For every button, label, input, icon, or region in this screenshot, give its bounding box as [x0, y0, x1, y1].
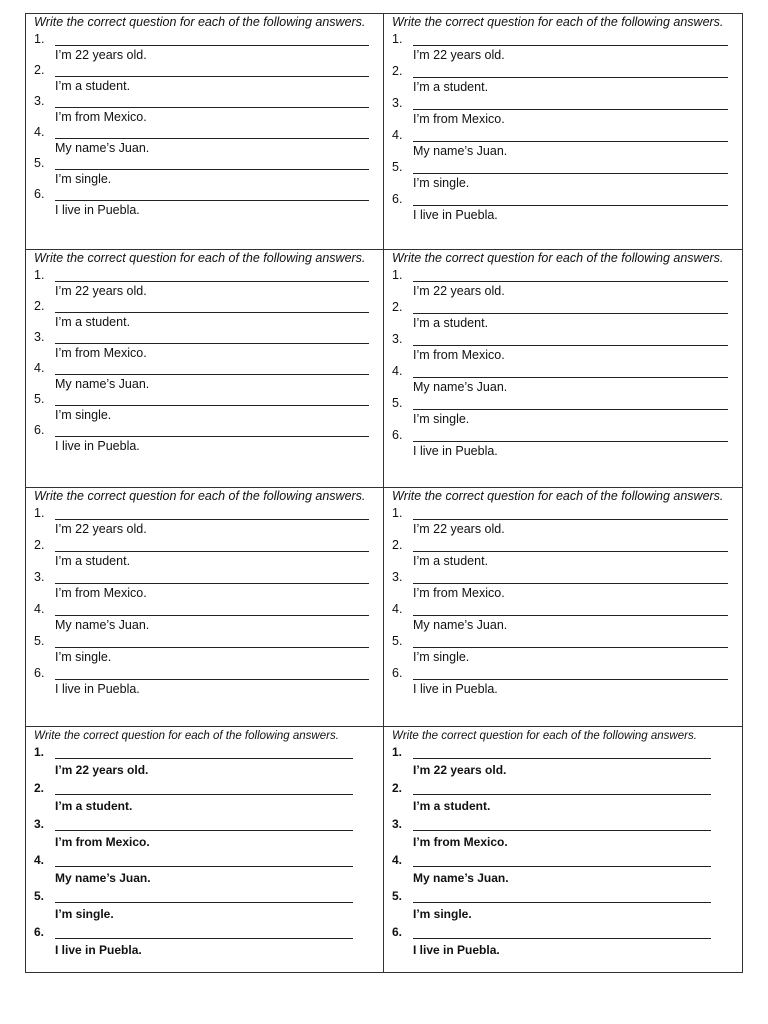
question-row [34, 62, 369, 77]
given-answer: I’m from Mexico. [413, 835, 508, 849]
answer-blank-line[interactable] [413, 34, 728, 46]
answer-blank-line[interactable] [55, 819, 353, 831]
answer-blank-line[interactable] [55, 668, 369, 680]
exercise-item [34, 743, 369, 779]
question-row [34, 743, 369, 759]
item-number: 2. [34, 537, 45, 552]
given-answer: I live in Puebla. [413, 681, 498, 696]
exercise-item [392, 505, 728, 537]
given-answer: My name’s Juan. [55, 871, 151, 885]
question-row [34, 851, 369, 867]
item-number: 3. [392, 95, 403, 110]
given-answer: I’m 22 years old. [413, 47, 505, 62]
question-row [392, 427, 728, 442]
answer-blank-line[interactable] [55, 394, 369, 406]
given-answer: I’m single. [413, 649, 470, 664]
item-number: 6. [34, 665, 45, 680]
item-number: 3. [34, 817, 45, 831]
question-row [392, 743, 728, 759]
answer-blank-line[interactable] [413, 783, 711, 795]
exercise-item [392, 601, 728, 633]
answer-blank-line[interactable] [413, 194, 728, 206]
answer-blank-line[interactable] [413, 604, 728, 616]
given-answer: I’m single. [413, 907, 472, 921]
given-answer: I live in Puebla. [413, 943, 500, 957]
exercise-item [34, 31, 369, 62]
item-number: 5. [34, 391, 45, 406]
given-answer: I’m from Mexico. [55, 109, 147, 124]
exercise-instruction: Write the correct question for each of the following answers. [392, 15, 724, 29]
item-number: 4. [392, 127, 403, 142]
item-number: 4. [392, 853, 403, 867]
exercise-item [392, 923, 728, 959]
given-answer: I’m a student. [413, 315, 489, 330]
given-answer: I live in Puebla. [55, 681, 140, 696]
answer-blank-line[interactable] [413, 927, 711, 939]
question-row [34, 155, 369, 170]
answer-blank-line[interactable] [413, 855, 711, 867]
answer-blank-line[interactable] [413, 572, 728, 584]
item-number: 6. [392, 665, 403, 680]
exercise-item [392, 815, 728, 851]
question-row [34, 124, 369, 139]
answer-blank-line[interactable] [55, 96, 369, 108]
question-row [34, 93, 369, 108]
item-number: 3. [34, 93, 45, 108]
given-answer: I’m 22 years old. [413, 763, 507, 777]
question-row [392, 665, 728, 680]
exercise-instruction: Write the correct question for each of the following answers. [34, 251, 366, 265]
question-row [392, 537, 728, 552]
exercise-instruction: Write the correct question for each of the following answers. [34, 15, 366, 29]
item-number: 3. [392, 569, 403, 584]
exercise-block [26, 488, 384, 727]
exercise-block [384, 14, 742, 250]
exercise-item [34, 329, 369, 360]
question-row [392, 569, 728, 584]
question-row [392, 363, 728, 378]
answer-blank-line[interactable] [413, 398, 728, 410]
answer-blank-line[interactable] [55, 540, 369, 552]
item-number: 2. [34, 298, 45, 313]
item-number: 5. [34, 633, 45, 648]
question-row [392, 633, 728, 648]
item-number: 6. [392, 925, 403, 939]
given-answer: My name’s Juan. [413, 143, 508, 158]
item-number: 3. [392, 817, 403, 831]
item-number: 6. [34, 422, 45, 437]
question-row [34, 569, 369, 584]
answer-blank-line[interactable] [413, 891, 711, 903]
answer-blank-line[interactable] [55, 270, 369, 282]
answer-blank-line[interactable] [413, 98, 728, 110]
exercise-item [392, 191, 728, 223]
question-row [392, 887, 728, 903]
answer-blank-line[interactable] [413, 302, 728, 314]
given-answer: I’m from Mexico. [55, 585, 147, 600]
item-number: 4. [34, 124, 45, 139]
question-row [34, 267, 369, 282]
given-answer: I’m 22 years old. [55, 47, 147, 62]
answer-blank-line[interactable] [413, 334, 728, 346]
exercise-item [34, 851, 369, 887]
item-number: 4. [392, 601, 403, 616]
question-row [34, 391, 369, 406]
worksheet-grid [25, 13, 743, 973]
question-row [392, 159, 728, 174]
exercise-item [34, 267, 369, 298]
exercise-item [392, 63, 728, 95]
given-answer: I’m a student. [55, 553, 131, 568]
exercise-item [392, 851, 728, 887]
question-row [392, 395, 728, 410]
exercise-item [392, 299, 728, 331]
given-answer: I’m a student. [413, 79, 489, 94]
given-answer: I’m 22 years old. [55, 763, 149, 777]
item-number: 5. [34, 155, 45, 170]
given-answer: I’m 22 years old. [55, 521, 147, 536]
exercise-instruction: Write the correct question for each of the following answers. [392, 489, 724, 503]
exercise-item [392, 395, 728, 427]
answer-blank-line[interactable] [55, 127, 369, 139]
given-answer: I’m a student. [413, 799, 491, 813]
exercise-item [34, 391, 369, 422]
question-row [34, 815, 369, 831]
exercise-item [392, 743, 728, 779]
item-number: 2. [34, 781, 45, 795]
exercise-item [392, 665, 728, 697]
answer-blank-line[interactable] [55, 891, 353, 903]
given-answer: I’m single. [55, 171, 112, 186]
answer-blank-line[interactable] [55, 747, 353, 759]
question-row [392, 851, 728, 867]
exercise-item [392, 31, 728, 63]
exercise-item [34, 537, 369, 569]
item-number: 4. [392, 363, 403, 378]
exercise-item [392, 127, 728, 159]
given-answer: My name’s Juan. [413, 617, 508, 632]
exercise-item [392, 427, 728, 459]
item-number: 4. [34, 360, 45, 375]
question-row [34, 505, 369, 520]
answer-blank-line[interactable] [55, 572, 369, 584]
exercise-item [34, 422, 369, 453]
exercise-instruction: Write the correct question for each of the following answers. [392, 730, 697, 742]
given-answer: I’m 22 years old. [413, 283, 505, 298]
given-answer: I’m single. [55, 407, 112, 422]
exercise-item [392, 159, 728, 191]
question-row [34, 923, 369, 939]
answer-blank-line[interactable] [55, 425, 369, 437]
answer-blank-line[interactable] [55, 332, 369, 344]
item-number: 6. [392, 427, 403, 442]
answer-blank-line[interactable] [55, 158, 369, 170]
question-row [392, 923, 728, 939]
given-answer: My name’s Juan. [55, 376, 150, 391]
question-row [392, 299, 728, 314]
answer-blank-line[interactable] [413, 540, 728, 552]
given-answer: I’m a student. [55, 799, 133, 813]
question-row [34, 186, 369, 201]
item-number: 6. [34, 186, 45, 201]
item-number: 1. [34, 745, 45, 759]
exercise-item [392, 363, 728, 395]
item-number: 3. [34, 329, 45, 344]
exercise-item [34, 186, 369, 217]
exercise-item [34, 633, 369, 665]
answer-blank-line[interactable] [55, 508, 369, 520]
question-row [34, 422, 369, 437]
answer-blank-line[interactable] [55, 65, 369, 77]
answer-blank-line[interactable] [55, 189, 369, 201]
given-answer: I live in Puebla. [55, 943, 142, 957]
given-answer: I live in Puebla. [55, 438, 140, 453]
given-answer: I’m a student. [55, 78, 131, 93]
answer-blank-line[interactable] [55, 301, 369, 313]
question-row [392, 95, 728, 110]
answer-blank-line[interactable] [413, 819, 711, 831]
exercise-instruction: Write the correct question for each of the following answers. [392, 251, 724, 265]
given-answer: I’m a student. [413, 553, 489, 568]
item-number: 6. [392, 191, 403, 206]
exercise-item [34, 124, 369, 155]
given-answer: I’m single. [55, 649, 112, 664]
exercise-block [384, 727, 742, 972]
given-answer: I’m from Mexico. [413, 585, 505, 600]
exercise-item [34, 601, 369, 633]
given-answer: I’m single. [55, 907, 114, 921]
item-number: 5. [392, 395, 403, 410]
answer-blank-line[interactable] [55, 783, 353, 795]
answer-blank-line[interactable] [413, 66, 728, 78]
given-answer: I live in Puebla. [413, 207, 498, 222]
exercise-item [392, 331, 728, 363]
question-row [392, 601, 728, 616]
answer-blank-line[interactable] [413, 430, 728, 442]
item-number: 4. [34, 601, 45, 616]
given-answer: My name’s Juan. [55, 617, 150, 632]
given-answer: My name’s Juan. [413, 379, 508, 394]
given-answer: I’m single. [413, 175, 470, 190]
answer-blank-line[interactable] [413, 130, 728, 142]
item-number: 1. [34, 31, 45, 46]
answer-blank-line[interactable] [413, 668, 728, 680]
item-number: 5. [34, 889, 45, 903]
given-answer: I’m a student. [55, 314, 131, 329]
question-row [34, 633, 369, 648]
question-row [34, 779, 369, 795]
exercise-item [34, 298, 369, 329]
item-number: 1. [392, 31, 403, 46]
item-number: 1. [392, 267, 403, 282]
question-row [392, 191, 728, 206]
question-row [34, 887, 369, 903]
exercise-item [392, 537, 728, 569]
answer-blank-line[interactable] [413, 636, 728, 648]
item-number: 6. [34, 925, 45, 939]
item-number: 1. [392, 505, 403, 520]
item-number: 5. [392, 633, 403, 648]
answer-blank-line[interactable] [55, 604, 369, 616]
exercise-item [392, 633, 728, 665]
given-answer: I’m from Mexico. [55, 345, 147, 360]
exercise-instruction: Write the correct question for each of the following answers. [34, 489, 366, 503]
given-answer: I live in Puebla. [55, 202, 140, 217]
question-row [34, 601, 369, 616]
exercise-item [34, 815, 369, 851]
question-row [392, 505, 728, 520]
exercise-item [392, 569, 728, 601]
item-number: 1. [392, 745, 403, 759]
exercise-block [384, 488, 742, 727]
exercise-item [34, 360, 369, 391]
exercise-item [392, 887, 728, 923]
question-row [392, 779, 728, 795]
item-number: 3. [34, 569, 45, 584]
question-row [392, 63, 728, 78]
answer-blank-line[interactable] [413, 747, 711, 759]
question-row [392, 31, 728, 46]
item-number: 1. [34, 267, 45, 282]
exercise-item [34, 505, 369, 537]
question-row [34, 665, 369, 680]
exercise-block [26, 14, 384, 250]
item-number: 2. [392, 537, 403, 552]
question-row [34, 537, 369, 552]
question-row [34, 31, 369, 46]
answer-blank-line[interactable] [413, 508, 728, 520]
item-number: 2. [392, 781, 403, 795]
answer-blank-line[interactable] [55, 927, 353, 939]
given-answer: My name’s Juan. [55, 140, 150, 155]
given-answer: I’m 22 years old. [413, 521, 505, 536]
item-number: 1. [34, 505, 45, 520]
question-row [392, 127, 728, 142]
answer-blank-line[interactable] [55, 363, 369, 375]
answer-blank-line[interactable] [55, 855, 353, 867]
given-answer: I’m from Mexico. [413, 347, 505, 362]
item-number: 2. [34, 62, 45, 77]
exercise-item [392, 267, 728, 299]
answer-blank-line[interactable] [55, 636, 369, 648]
exercise-item [34, 665, 369, 697]
given-answer: My name’s Juan. [413, 871, 509, 885]
answer-blank-line[interactable] [55, 34, 369, 46]
exercise-item [392, 779, 728, 815]
given-answer: I’m from Mexico. [55, 835, 150, 849]
question-row [34, 298, 369, 313]
exercise-instruction: Write the correct question for each of the following answers. [34, 730, 339, 742]
item-number: 2. [392, 63, 403, 78]
exercise-item [392, 95, 728, 127]
answer-blank-line[interactable] [413, 366, 728, 378]
item-number: 5. [392, 159, 403, 174]
exercise-item [34, 779, 369, 815]
exercise-block [26, 727, 384, 972]
given-answer: I’m 22 years old. [55, 283, 147, 298]
exercise-item [34, 887, 369, 923]
question-row [34, 360, 369, 375]
question-row [34, 329, 369, 344]
question-row [392, 815, 728, 831]
item-number: 5. [392, 889, 403, 903]
given-answer: I’m single. [413, 411, 470, 426]
exercise-item [34, 569, 369, 601]
answer-blank-line[interactable] [413, 270, 728, 282]
item-number: 2. [392, 299, 403, 314]
item-number: 4. [34, 853, 45, 867]
given-answer: I’m from Mexico. [413, 111, 505, 126]
question-row [392, 267, 728, 282]
exercise-item [34, 923, 369, 959]
exercise-item [34, 62, 369, 93]
answer-blank-line[interactable] [413, 162, 728, 174]
exercise-item [34, 155, 369, 186]
given-answer: I live in Puebla. [413, 443, 498, 458]
exercise-item [34, 93, 369, 124]
exercise-block [26, 250, 384, 488]
item-number: 3. [392, 331, 403, 346]
exercise-block [384, 250, 742, 488]
question-row [392, 331, 728, 346]
